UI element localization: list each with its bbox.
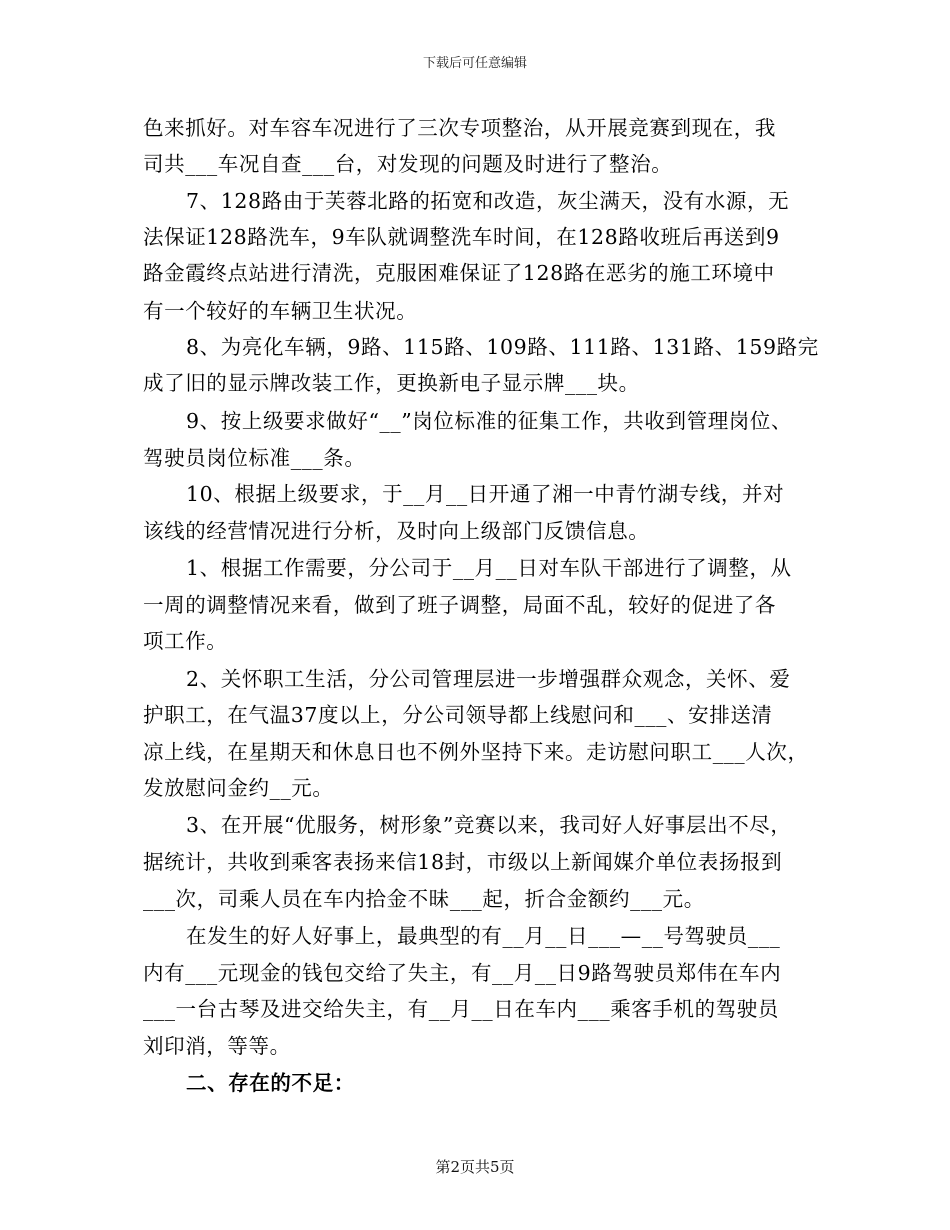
text-line: 色来抓好。对车容车况进行了三次专项整治，从开展竞赛到现在，我: [143, 116, 776, 140]
text-line: 刘印消，等等。: [143, 1034, 291, 1058]
text-line: 9、按上级要求做好“__”岗位标准的征集工作，共收到管理岗位、: [186, 409, 793, 433]
text-line: ___一台古琴及进交给失主，有__月__日在车内___乘客手机的驾驶员: [143, 997, 779, 1021]
text-line: 在发生的好人好事上，最典型的有__月__日___—__号驾驶员___: [186, 924, 781, 948]
text-line: 7、128路由于芙蓉北路的拓宽和改造，灰尘满天，没有水源，无: [186, 189, 790, 213]
text-line: 该线的经营情况进行分析，及时向上级部门反馈信息。: [143, 519, 650, 543]
text-line: 护职工，在气温37度以上，分公司领导都上线慰问和___、安排送清: [143, 703, 773, 727]
text-line: 发放慰问金约__元。: [143, 776, 334, 800]
text-line: 一周的调整情况来看，做到了班子调整，局面不乱，较好的促进了各: [143, 593, 776, 617]
text-line: 1、根据工作需要，分公司于__月__日对车队干部进行了调整，从: [186, 556, 792, 580]
section-heading: 二、存在的不足：: [186, 1071, 355, 1095]
page-number: 第2页共5页: [435, 1158, 515, 1176]
text-line: 据统计，共收到乘客表扬来信18封，市级以上新闻媒介单位表扬报到: [143, 850, 783, 874]
page-header: 下载后可任意编辑: [422, 56, 527, 71]
text-line: 法保证128路洗车，9车队就调整洗车时间，在128路收班后再送到9: [143, 225, 780, 249]
text-line: 路金霞终点站进行清洗，克服困难保证了128路在恶劣的施工环境中: [143, 261, 775, 285]
text-line: 内有___元现金的钱包交给了失主，有__月__日9路驾驶员郑伟在车内: [143, 961, 782, 985]
text-line: 项工作。: [143, 629, 228, 653]
text-line: 8、为亮化车辆，9路、115路、109路、111路、131路、159路完: [186, 335, 819, 359]
text-line: 司共___车况自查___台，对发现的问题及时进行了整治。: [143, 152, 673, 176]
text-line: 10、根据上级要求，于__月__日开通了湘一中青竹湖专线，并对: [186, 482, 785, 506]
text-line: 驾驶员岗位标准___条。: [143, 446, 366, 470]
text-line: ___次，司乘人员在车内拾金不昧___起，折合金额约___元。: [143, 887, 705, 911]
text-line: 成了旧的显示牌改装工作，更换新电子显示牌___块。: [143, 371, 640, 395]
text-line: 3、在开展“优服务，树形象”竞赛以来，我司好人好事层出不尽，: [186, 813, 792, 837]
text-line: 2、关怀职工生活，分公司管理层进一步增强群众观念，关怀、爱: [186, 667, 791, 691]
text-line: 有一个较好的车辆卫生状况。: [143, 299, 418, 323]
text-line: 凉上线，在星期天和休息日也不例外坚持下来。走访慰问职工___人次，: [143, 740, 809, 764]
